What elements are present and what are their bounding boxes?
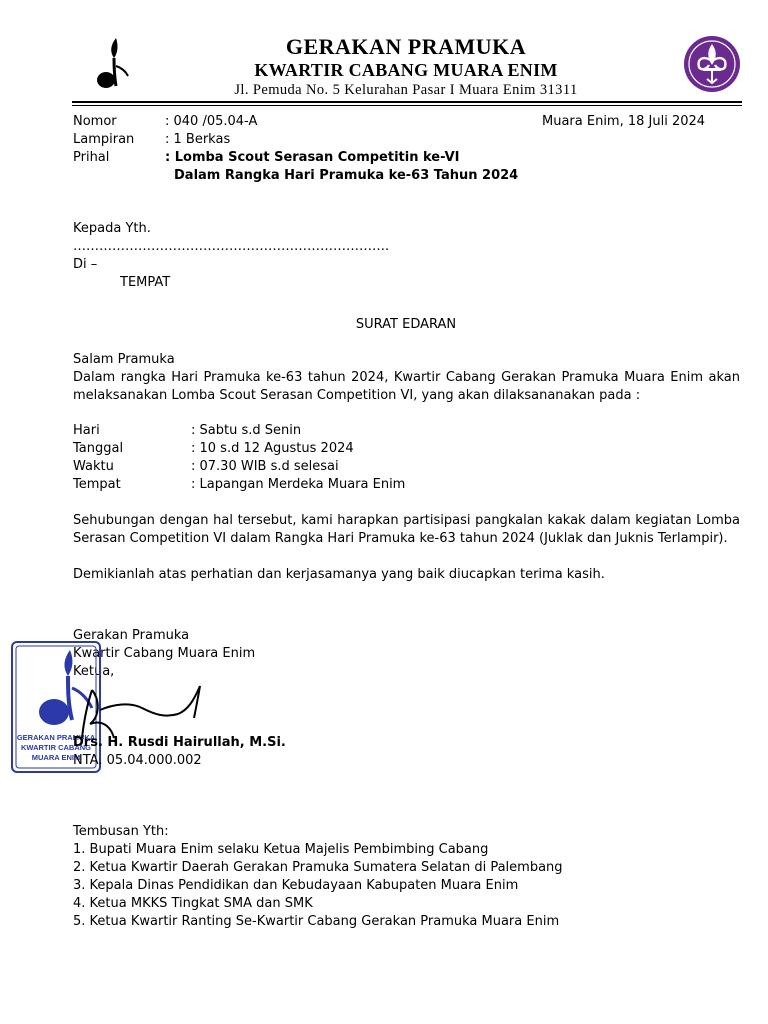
para2-line-1: Sehubungan dengan hal tersebut, kami harapkan partisipasi pangkalan kakak dalam kegiatan Lomba (73, 513, 740, 528)
greeting: Salam Pramuka (73, 352, 175, 367)
signer-name: Drs. H. Rusdi Hairullah, M.Si. (73, 735, 286, 750)
recipient-di: Di – (73, 257, 98, 272)
signer-nta: NTA. 05.04.000.002 (73, 753, 202, 768)
schedule-label: Hari (73, 423, 100, 438)
place-date: Muara Enim, 18 Juli 2024 (542, 114, 706, 129)
nomor-label: Nomor (73, 114, 117, 129)
sign-org-2: Kwartir Cabang Muara Enim (73, 646, 256, 661)
sign-org-1: Gerakan Pramuka (73, 628, 190, 643)
address: Jl. Pemuda No. 5 Kelurahan Pasar I Muara Enim 31311 (234, 82, 578, 98)
branch-name: KWARTIR CABANG MUARA ENIM (254, 60, 558, 80)
stamp-text-3: MUARA ENIM (31, 753, 81, 762)
schedule-label: Waktu (73, 459, 114, 474)
intro-line-2: melaksanakan Lomba Scout Serasan Competition VI, yang akan dilaksananakan pada : (73, 388, 641, 403)
header-divider (72, 101, 742, 106)
lampiran-label: Lampiran (73, 132, 135, 147)
schedule-label: Tempat (73, 477, 121, 492)
cc-item: 5. Ketua Kwartir Ranting Se-Kwartir Cabang Gerakan Pramuka Muara Enim (73, 914, 560, 929)
cc-item: 2. Ketua Kwartir Daerah Gerakan Pramuka Sumatera Selatan di Palembang (73, 860, 563, 875)
schedule-value: : Sabtu s.d Senin (191, 423, 302, 438)
cc-title: Tembusan Yth: (73, 824, 169, 839)
recipient-to: Kepada Yth. (73, 221, 151, 236)
cc-item: 4. Ketua MKKS Tingkat SMA dan SMK (73, 896, 313, 911)
stamp-text-2: KWARTIR CABANG (21, 743, 91, 752)
org-name: GERAKAN PRAMUKA (285, 34, 527, 59)
closing: Demikianlah atas perhatian dan kerjasamanya yang baik diucapkan terima kasih. (73, 567, 605, 582)
schedule-value: : Lapangan Merdeka Muara Enim (191, 477, 406, 492)
prihal-label: Prihal (73, 150, 110, 165)
scout-emblem-icon (683, 35, 741, 93)
recipient-tempat: TEMPAT (120, 275, 171, 290)
lampiran-value: : 1 Berkas (165, 132, 231, 147)
letter-title: SURAT EDARAN (355, 317, 457, 332)
schedule-value: : 10 s.d 12 Agustus 2024 (191, 441, 354, 456)
stamp-text-1: GERAKAN PRAMUKA (16, 733, 96, 742)
cc-item: 3. Kepala Dinas Pendidikan dan Kebudayaan Kabupaten Muara Enim (73, 878, 519, 893)
para2-line-2: Serasan Competition VI dalam Rangka Hari Pramuka ke-63 tahun 2024 (Juklak dan Juknis Terlampir). (73, 531, 728, 546)
cc-item: 1. Bupati Muara Enim selaku Ketua Majelis Pembimbing Cabang (73, 842, 489, 857)
prihal-value-line-2: Dalam Rangka Hari Pramuka ke-63 Tahun 2024 (174, 168, 519, 183)
intro-line-1: Dalam rangka Hari Pramuka ke-63 tahun 2024, Kwartir Cabang Gerakan Pramuka Muara Enim akan (73, 370, 740, 385)
schedule-value: : 07.30 WIB s.d selesai (191, 459, 339, 474)
sign-role: Ketua, (73, 664, 115, 679)
recipient-dots: ………………………………………………………………. (73, 239, 390, 254)
prihal-value-line-1: : Lomba Scout Serasan Competitin ke-VI (165, 150, 460, 165)
nomor-value: : 040 /05.04-A (165, 114, 258, 129)
schedule-label: Tanggal (73, 441, 124, 456)
